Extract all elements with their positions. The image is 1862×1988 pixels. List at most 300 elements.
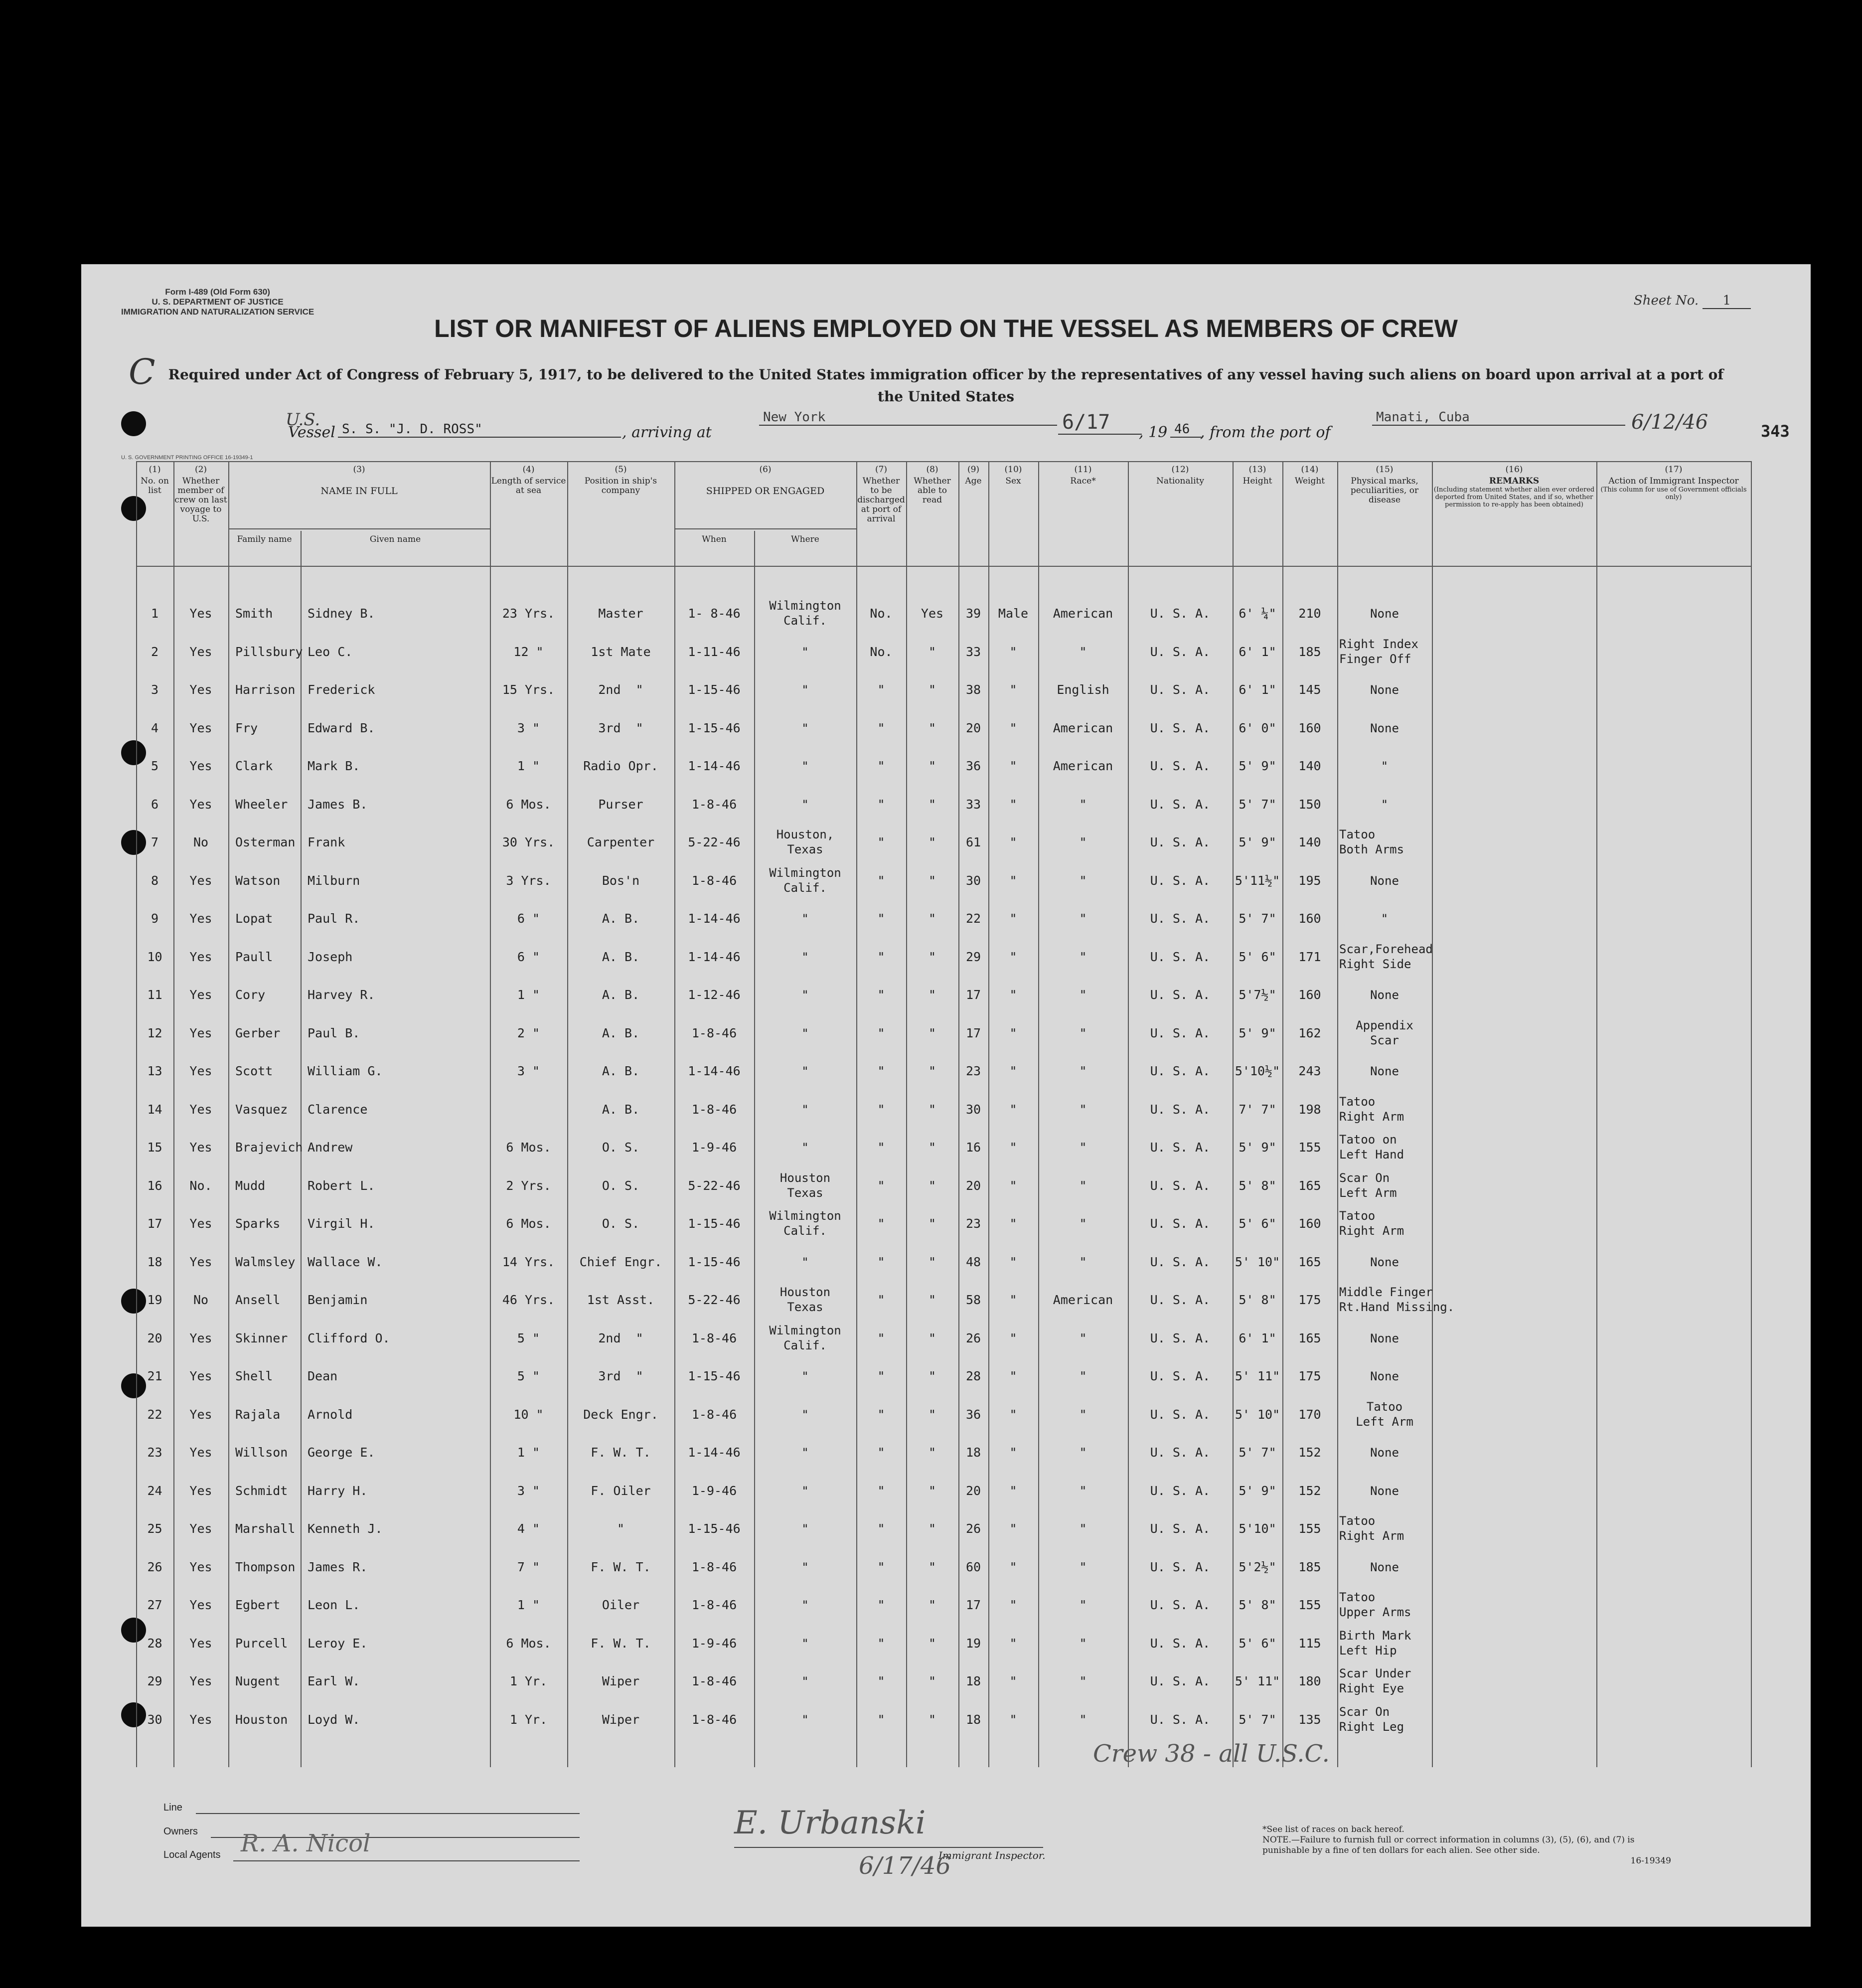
cell-when: 1-15-46 [688,1216,741,1231]
cell-given: James B. [308,797,368,812]
cell-given: Mark B. [308,759,360,773]
cell-family: Ansell [235,1293,281,1307]
cell-where: " [801,1446,809,1460]
printer-line: U. S. GOVERNMENT PRINTING OFFICE 16-19349-1 [121,455,253,461]
cell-race: " [1079,1674,1087,1688]
cell-sex: " [1009,1521,1017,1536]
cell-race: " [1079,1330,1087,1345]
cell-no: 15 [147,1140,162,1155]
cell-sex: " [1009,835,1017,849]
cell-disch: " [877,1407,885,1422]
cell-read: " [928,1330,936,1345]
cell-age: 29 [965,949,981,964]
cell-disch: " [877,1369,885,1383]
cell-no: 17 [147,1216,162,1231]
cell-last: Yes [189,606,212,621]
cell-no: 25 [147,1521,162,1536]
column-label: Whether member of crew on last voyage to U.S. [174,476,227,524]
cell-race: " [1079,1064,1087,1078]
cell-marks: " [1381,912,1389,926]
departure-date: 6/12/46 [1631,411,1708,434]
cell-service: 2 Yrs. [506,1178,551,1193]
cell-height: 5' 9" [1239,1140,1276,1155]
cell-age: 30 [965,1102,981,1117]
cell-no: 1 [151,606,159,621]
cell-read: " [928,759,936,773]
cell-age: 58 [965,1293,981,1307]
cell-last: Yes [189,911,212,926]
cell-sex: " [1009,1407,1017,1422]
cell-no: 16 [147,1178,162,1193]
cell-when: 1-8-46 [691,873,737,888]
cell-given: Benjamin [308,1293,368,1307]
cell-read: " [928,1140,936,1155]
column-number: (3) [353,465,365,475]
cell-height: 5' 6" [1239,1636,1276,1651]
cell-family: Fry [235,720,258,735]
cell-sex: " [1009,911,1017,926]
cell-marks: " [1381,797,1389,812]
cell-read: " [928,1102,936,1117]
cell-disch: " [877,1254,885,1269]
crew-row [136,865,1751,903]
cell-height: 5' 11" [1235,1674,1280,1688]
cell-no: 7 [151,835,159,849]
cell-weight: 210 [1298,606,1321,621]
column-label: Age [965,476,982,486]
cell-service: 3 " [517,1064,540,1078]
cell-disch: " [877,797,885,812]
cell-where: " [801,683,809,697]
cell-marks: Middle Finger Rt.Hand Missing. [1339,1285,1455,1314]
column-label: Action of Immigrant Inspector [1608,476,1739,486]
cell-given: Clarence [308,1102,368,1117]
column-header [1039,465,1127,486]
cell-family: Thompson [235,1559,296,1574]
cell-service: 10 " [513,1407,544,1422]
cell-read: " [928,835,936,849]
cell-age: 28 [965,1369,981,1383]
cell-where: " [801,1407,809,1422]
cell-last: Yes [189,1330,212,1345]
sheet-label: Sheet No. [1633,293,1699,308]
cell-read: " [928,988,936,1002]
cell-sex: " [1009,988,1017,1002]
cell-sex: " [1009,1178,1017,1193]
cell-where: " [801,1560,809,1574]
cell-no: 20 [147,1330,162,1345]
cell-marks: Tatoo Left Arm [1356,1399,1413,1429]
vessel-prefix: U.S. [286,410,320,430]
cell-sex: " [1009,1712,1017,1727]
cell-family: Nugent [235,1674,281,1688]
cell-marks: Birth Mark Left Hip [1339,1628,1411,1657]
cell-age: 23 [965,1216,981,1231]
crew-row [136,1018,1751,1055]
crew-row [136,598,1751,636]
cell-service: 6 " [517,911,540,926]
cell-no: 10 [147,949,162,964]
cell-when: 1-14-46 [688,759,741,773]
cell-disch: " [877,720,885,735]
cell-height: 5' 7" [1239,797,1276,812]
column-number: (5) [615,465,627,475]
cell-position: F. W. T. [591,1636,651,1651]
cell-nat: U. S. A. [1150,606,1211,621]
footnotes [1262,1824,1671,1866]
cell-race: " [1079,873,1087,888]
column-header [959,465,987,486]
crew-row [136,1666,1751,1703]
cell-age: 26 [965,1330,981,1345]
cell-where: Houston Texas [779,1170,831,1200]
cell-where: " [801,645,809,659]
column-label: REMARKS [1489,476,1540,486]
cell-disch: " [877,873,885,888]
cell-read: " [928,1559,936,1574]
cell-read: " [928,1636,936,1651]
cell-sex: " [1009,1483,1017,1498]
cell-disch: " [877,988,885,1002]
cell-where: " [801,1712,809,1727]
cell-age: 17 [965,1025,981,1040]
cell-sex: Male [998,606,1029,621]
cell-read: " [928,1369,936,1383]
cell-family: Rajala [235,1407,281,1422]
cell-height: 5' 9" [1239,1483,1276,1498]
cell-when: 1-12-46 [688,988,741,1002]
cell-height: 6' 1" [1239,682,1276,697]
cell-service: 1 " [517,1445,540,1460]
cell-read: " [928,1293,936,1307]
cell-when: 1-14-46 [688,911,741,926]
column-header [137,465,172,496]
cell-sex: " [1009,1025,1017,1040]
cell-weight: 185 [1298,1559,1321,1574]
cell-last: Yes [189,1025,212,1040]
cell-where: " [801,1369,809,1383]
cell-given: Harry H. [308,1483,368,1498]
cell-marks: Tatoo on Left Hand [1339,1133,1404,1161]
cell-last: No. [189,1178,212,1193]
column-header [907,465,957,505]
cell-given: George E. [308,1445,375,1460]
cell-position: A. B. [602,1025,640,1040]
cell-read: " [928,911,936,926]
column-subheader: Given name [369,534,421,544]
cell-race: " [1079,988,1087,1002]
cell-position: O. S. [602,1140,640,1155]
cell-given: Arnold [308,1407,353,1422]
cell-when: 1-8-46 [691,1598,737,1612]
cell-last: Yes [189,1102,212,1117]
column-number: (1) [149,465,161,475]
cell-race: " [1079,911,1087,926]
column-number: (9) [967,465,980,475]
cell-position: A. B. [602,949,640,964]
cell-when: 1-8-46 [691,1407,737,1422]
subheader-rule [674,528,856,529]
column-note: (Including statement whether alien ever ordered deported from United States, and if so, whether permission to re-apply has been obtained) [1433,486,1595,508]
cell-family: Sparks [235,1216,281,1231]
cell-last: Yes [189,1369,212,1383]
cell-nat: U. S. A. [1150,1445,1211,1460]
cell-race: " [1079,644,1087,659]
cell-position: Oiler [602,1598,640,1612]
crew-row [136,1704,1751,1742]
cell-where: " [801,1522,809,1536]
cell-race: " [1079,1712,1087,1727]
cell-read: " [928,1407,936,1422]
cell-last: Yes [189,1712,212,1727]
cell-when: 1-15-46 [688,682,741,697]
cell-sex: " [1009,1559,1017,1574]
cell-no: 14 [147,1102,162,1117]
form-number: Form I-489 (Old Form 630) [165,287,270,297]
cell-last: Yes [189,1254,212,1269]
cell-family: Osterman [235,835,296,849]
column-number: (2) [194,465,207,475]
cell-read: " [928,797,936,812]
cell-position: Deck Engr. [583,1407,658,1422]
cell-marks: Scar On Right Leg [1339,1704,1404,1734]
cell-family: Scott [235,1064,273,1078]
cell-age: 26 [965,1521,981,1536]
cell-nat: U. S. A. [1150,1064,1211,1078]
column-header [675,465,855,496]
cell-sex: " [1009,1598,1017,1612]
cell-marks: Appendix Scar [1356,1018,1413,1047]
cell-last: Yes [189,1598,212,1612]
cell-no: 21 [147,1369,162,1383]
cell-service: 1 " [517,988,540,1002]
column-subheader: When [702,534,727,544]
cell-position: 1st Mate [591,644,651,659]
cell-weight: 243 [1298,1064,1321,1078]
cell-weight: 152 [1298,1445,1321,1460]
cell-family: Schmidt [235,1483,288,1498]
cell-last: Yes [189,682,212,697]
cell-marks: Tatoo Right Arm [1339,1094,1404,1124]
cell-when: 1-15-46 [688,1254,741,1269]
cell-weight: 180 [1298,1674,1321,1688]
cell-where: Wilmington Calif. [769,599,841,628]
margin-mark: C [129,351,155,392]
cell-disch: No. [870,644,893,659]
cell-height: 6' ¼" [1239,606,1276,621]
cell-family: Skinner [235,1330,288,1345]
cell-where: " [801,988,809,1002]
column-label: Physical marks, peculiarities, or disease [1350,476,1419,505]
cell-last: Yes [189,949,212,964]
cell-where: " [801,1636,809,1651]
subheader-rule [228,528,490,529]
cell-read: " [928,1445,936,1460]
cell-where: Wilmington Calif. [769,1323,841,1352]
crew-row [136,1285,1751,1322]
column-number: (12) [1171,465,1189,475]
crew-row [136,1399,1751,1437]
cell-when: 1-8-46 [691,1559,737,1574]
cell-given: Loyd W. [308,1712,360,1727]
cell-where: " [801,1674,809,1688]
cell-disch: " [877,1064,885,1078]
cell-read: " [928,1483,936,1498]
cell-sex: " [1009,873,1017,888]
column-header [229,465,489,496]
cell-weight: 195 [1298,873,1321,888]
cell-disch: " [877,1445,885,1460]
cell-position: 3rd " [598,1369,643,1383]
cell-family: Mudd [235,1178,266,1193]
cell-nat: U. S. A. [1150,1483,1211,1498]
cell-disch: " [877,1483,885,1498]
cell-where: Wilmington Calif. [769,1209,841,1238]
cell-service: 12 " [513,644,544,659]
cell-no: 24 [147,1483,162,1498]
cell-last: Yes [189,988,212,1002]
cell-nat: U. S. A. [1150,949,1211,964]
cell-weight: 140 [1298,759,1321,773]
cell-last: Yes [189,1140,212,1155]
cell-given: Paul R. [308,911,360,926]
cell-given: Milburn [308,873,360,888]
cell-disch: " [877,949,885,964]
departure-port: Manati, Cuba [1372,410,1625,426]
cell-where: " [801,1141,809,1155]
cell-no: 2 [151,644,159,659]
cell-family: Shell [235,1369,273,1383]
cell-no: 27 [147,1598,162,1612]
cell-position: Radio Opr. [583,759,658,773]
cell-family: Houston [235,1712,288,1727]
cell-where: " [801,1026,809,1040]
cell-race: English [1057,682,1109,697]
agents-label: Local Agents [163,1849,221,1860]
cell-last: Yes [189,873,212,888]
cell-no: 12 [147,1025,162,1040]
cell-when: 1-14-46 [688,1445,741,1460]
cell-when: 5-22-46 [688,1293,741,1307]
cell-age: 20 [965,1483,981,1498]
cell-weight: 115 [1298,1636,1321,1651]
cell-no: 4 [151,720,159,735]
cell-sex: " [1009,797,1017,812]
cell-marks: " [1381,759,1389,773]
cell-age: 20 [965,1178,981,1193]
cell-when: 1-8-46 [691,1712,737,1727]
column-header [857,465,905,524]
cell-when: 1-8-46 [691,1674,737,1688]
cell-weight: 145 [1298,682,1321,697]
voyage-line [211,410,1790,449]
cell-last: Yes [189,1521,212,1536]
cell-weight: 160 [1298,911,1321,926]
cell-given: James R. [308,1559,368,1574]
cell-race: " [1079,1407,1087,1422]
cell-nat: U. S. A. [1150,988,1211,1002]
cell-given: Frederick [308,682,375,697]
cell-family: Harrison [235,682,296,697]
cell-marks: None [1370,1064,1399,1078]
cell-nat: U. S. A. [1150,1598,1211,1612]
owners-label: Owners [163,1826,198,1837]
cell-last: Yes [189,1636,212,1651]
crew-row [136,789,1751,827]
cell-nat: U. S. A. [1150,1369,1211,1383]
cell-age: 17 [965,1598,981,1612]
cell-when: 1-9-46 [691,1140,737,1155]
cell-weight: 160 [1298,1216,1321,1231]
cell-height: 5' 10" [1235,1407,1280,1422]
cell-race: " [1079,1216,1087,1231]
cell-service: 6 Mos. [506,1140,551,1155]
cell-weight: 160 [1298,988,1321,1002]
cell-family: Egbert [235,1598,281,1612]
cell-when: 1- 8-46 [688,606,741,621]
cell-race: " [1079,797,1087,812]
cell-service: 30 Yrs. [502,835,555,849]
crew-row [136,1094,1751,1132]
cell-marks: None [1370,873,1399,888]
cell-sex: " [1009,1102,1017,1117]
cell-family: Brajevich [235,1140,303,1155]
cell-when: 1-14-46 [688,1064,741,1078]
cell-age: 22 [965,911,981,926]
cell-service: 23 Yrs. [502,606,555,621]
column-number: (6) [759,465,772,475]
cell-sex: " [1009,1254,1017,1269]
cell-sex: " [1009,644,1017,659]
crew-row [136,942,1751,979]
crew-row [136,827,1751,864]
arrival-port: New York [759,410,1057,426]
cell-race: American [1053,759,1113,773]
cell-disch: " [877,1293,885,1307]
cell-read: " [928,1254,936,1269]
cell-last: Yes [189,720,212,735]
cell-no: 13 [147,1064,162,1078]
cell-nat: U. S. A. [1150,1216,1211,1231]
cell-position: Wiper [602,1674,640,1688]
column-header [1234,465,1281,486]
cell-no: 22 [147,1407,162,1422]
cell-race: " [1079,1369,1087,1383]
cell-given: Leon L. [308,1598,360,1612]
cell-age: 20 [965,720,981,735]
crew-row [136,1056,1751,1093]
cell-height: 5' 7" [1239,1712,1276,1727]
cell-weight: 198 [1298,1102,1321,1117]
cell-where: " [801,1064,809,1078]
arriving-label: , arriving at [622,424,712,441]
header-bottom-rule [136,566,1751,567]
column-number: (10) [1004,465,1022,475]
cell-given: Joseph [308,949,353,964]
cell-disch: " [877,1025,885,1040]
cell-sex: " [1009,720,1017,735]
cell-when: 5-22-46 [688,1178,741,1193]
cell-when: 1-9-46 [691,1636,737,1651]
cell-last: Yes [189,1483,212,1498]
cell-disch: " [877,1636,885,1651]
cell-weight: 150 [1298,797,1321,812]
cell-position: O. S. [602,1216,640,1231]
cell-when: 5-22-46 [688,835,741,849]
cell-nat: U. S. A. [1150,720,1211,735]
crew-row [136,1590,1751,1627]
cell-marks: Tatoo Both Arms [1339,828,1404,856]
